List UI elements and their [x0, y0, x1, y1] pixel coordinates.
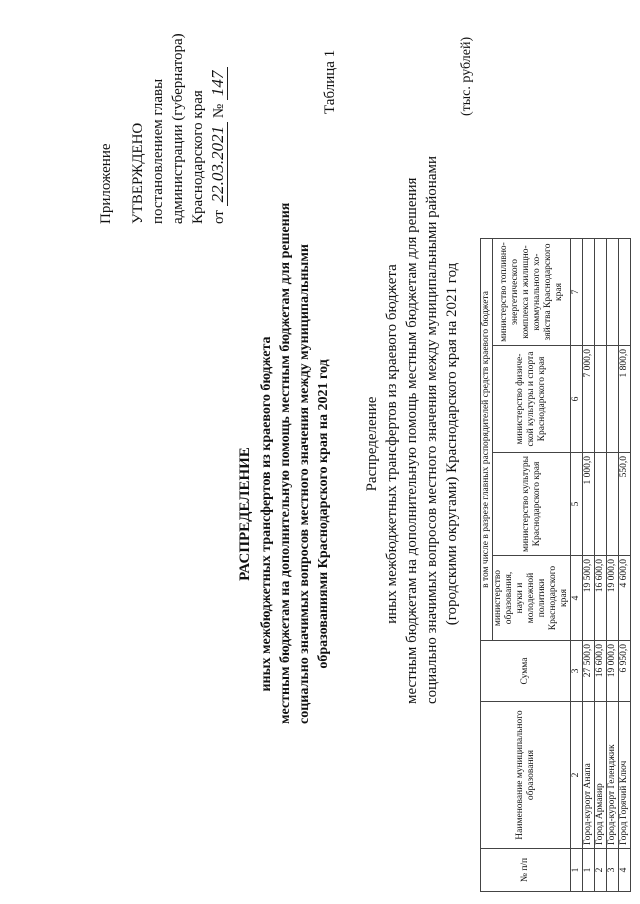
col-number: 1 — [571, 849, 583, 892]
row-col-6 — [595, 346, 607, 453]
row-sum: 16 600,0 — [595, 641, 607, 702]
row-sum: 19 000,0 — [607, 641, 619, 702]
approved-label: УТВЕРЖДЕНО — [130, 122, 146, 224]
header-np: № п/п — [481, 849, 571, 892]
from-prefix: от — [211, 210, 227, 224]
row-col-7 — [595, 239, 607, 346]
row-col-7 — [607, 239, 619, 346]
number-prefix: № — [211, 103, 227, 119]
row-col-5: 1 000,0 — [583, 453, 595, 556]
header-name: Наименование муниципального образования — [481, 702, 571, 849]
subtitle-line: иных межбюджетных трансфертов из краевого бюджета — [384, 264, 400, 624]
table-subtitle — [362, 156, 462, 704]
subtitle-line: местным бюджетам на дополнительную помощь местным бюджетам для решения — [404, 177, 420, 704]
row-col-4: 4 600,0 — [619, 556, 631, 641]
table-header-row — [481, 239, 493, 892]
header-col-6: министерство физиче-ской культуры и спорта Краснодарского края — [493, 346, 571, 453]
distribution-table — [480, 238, 631, 892]
row-sum: 27 500,0 — [583, 641, 595, 702]
row-col-6 — [607, 346, 619, 453]
handwritten-date: 22.03.2021 — [208, 122, 228, 207]
row-col-5: 550,0 — [619, 453, 631, 556]
row-col-4: 19 000,0 — [607, 556, 619, 641]
row-col-6: 1 800,0 — [619, 346, 631, 453]
row-col-7 — [619, 239, 631, 346]
row-col-4: 19 500,0 — [583, 556, 595, 641]
header-group: в том числе в разрезе главных распорядителей средств краевого бюджета — [481, 239, 493, 641]
col-number: 3 — [571, 641, 583, 702]
subtitle-line: социально значимых вопросов местного значения между муниципальными районами — [424, 156, 440, 704]
header-col-5: министерство культуры Краснодарского края — [493, 453, 571, 556]
approval-line-2: администрации (губернатора) — [170, 33, 186, 224]
subtitle-line: (городскими округами) Краснодарского края на 2021 год — [444, 262, 460, 626]
table-row — [583, 239, 595, 892]
row-np: 2 — [595, 849, 607, 892]
row-name: Город Армавир — [595, 702, 607, 849]
header-col-4: министерство образования, науки и молодежной политики Краснодарского края — [493, 556, 571, 641]
col-number: 5 — [571, 453, 583, 556]
appendix-label: Приложение — [98, 143, 114, 224]
row-name: Город Горячий Ключ — [619, 702, 631, 849]
table-row — [619, 239, 631, 892]
header-col-7: министерство топливно-энергетического комплекса и жилищно-коммунального хо-зяйства Краснодарского края — [493, 239, 571, 346]
col-number: 7 — [571, 239, 583, 346]
row-np: 3 — [607, 849, 619, 892]
title-line: местным бюджетам на дополнительную помощь местным бюджетам для решения — [278, 202, 293, 724]
row-col-7 — [583, 239, 595, 346]
row-np: 4 — [619, 849, 631, 892]
approval-date-line — [208, 33, 229, 224]
col-number: 2 — [571, 702, 583, 849]
col-number: 4 — [571, 556, 583, 641]
approval-line-1: постановлением главы — [150, 78, 166, 224]
title-line: иных межбюджетных трансфертов из краевого бюджета — [259, 336, 274, 692]
units-label: (тыс. рублей) — [459, 36, 474, 116]
row-col-6: 7 000,0 — [583, 346, 595, 453]
row-name: Город-курорт Анапа — [583, 702, 595, 849]
row-sum: 6 950,0 — [619, 641, 631, 702]
title-line: социально значимых вопросов местного значения между муниципальными — [297, 244, 312, 724]
row-col-5 — [607, 453, 619, 556]
approval-block — [96, 33, 229, 224]
row-col-5 — [595, 453, 607, 556]
table-label: Таблица 1 — [322, 49, 338, 114]
row-np: 1 — [583, 849, 595, 892]
table-row — [607, 239, 619, 892]
table-row — [595, 239, 607, 892]
approval-line-3: Краснодарского края — [190, 90, 206, 224]
row-name: Город-курорт Геленджик — [607, 702, 619, 849]
col-number: 6 — [571, 346, 583, 453]
handwritten-number: 147 — [208, 67, 228, 101]
subtitle-heading: Распределение — [364, 396, 380, 492]
title-line: образованиями Краснодарского края на 2021 год — [316, 359, 331, 669]
column-number-row — [571, 239, 583, 892]
row-col-4: 16 600,0 — [595, 556, 607, 641]
header-sum: Сумма — [481, 641, 571, 702]
title-heading: РАСПРЕДЕЛЕНИЕ — [237, 447, 253, 581]
document-title — [236, 202, 333, 724]
